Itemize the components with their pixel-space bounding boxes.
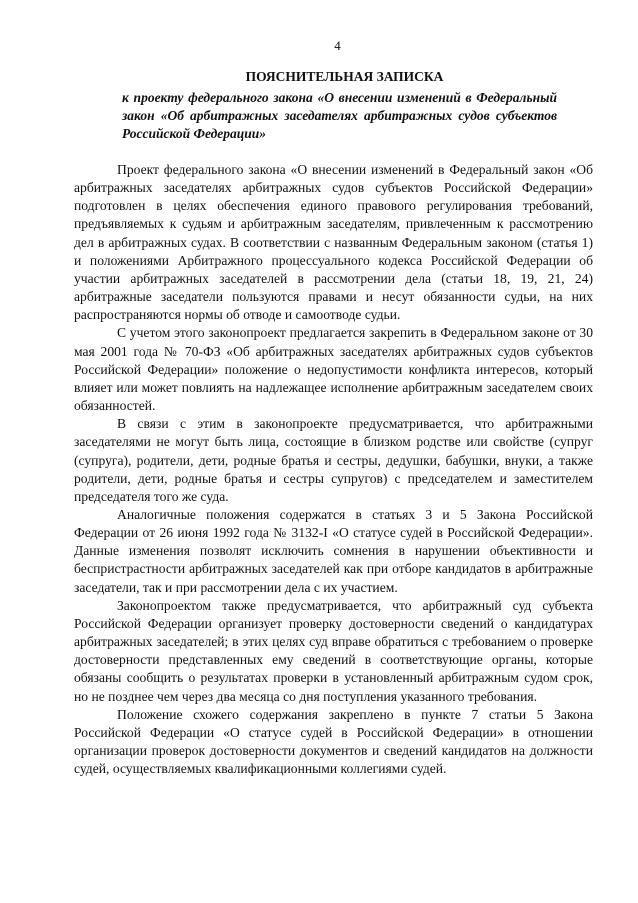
- document-page: [74, 38, 593, 778]
- paragraph: В связи с этим в законопроекте предусматривается, что арбитражными заседателями не могут быть лица, состоящие в близком родстве или свойстве (супруг (супруга), родители, дети, родные братья и сестры, дедушки, бабушки, внуки, а также родители, дети, родные братья и сестры супругов) с председателем и заместителем председателя того же суда.: [74, 416, 593, 504]
- document-title: ПОЯСНИТЕЛЬНАЯ ЗАПИСКА: [245, 69, 444, 84]
- page-number: 4: [334, 38, 341, 53]
- document-body: [74, 161, 593, 778]
- document-subtitle: к проекту федерального закона «О внесении изменений в Федеральный закон «Об арбитражных заседателях арбитражных судов субъектов Российской Федерации»: [122, 90, 557, 141]
- paragraph: С учетом этого законопроект предлагается закрепить в Федеральном законе от 30 мая 2001 года № 70-ФЗ «Об арбитражных заседателях арбитражных судов субъектов Российской Федерации» положение о недопустимости конфликта интересов, который влияет или может повлиять на надлежащее исполнение арбитражным заседателем своих обязанностей.: [74, 325, 593, 414]
- paragraph: Положение схожего содержания закреплено в пункте 7 статьи 5 Закона Российской Федерации «О статусе судей в Российской Федерации» в отношении организации проверок достоверности документов и сведений кандидатов на должности судей, осуществляемых квалификационными коллегиями судей.: [74, 706, 593, 777]
- paragraph: Аналогичные положения содержатся в статьях 3 и 5 Закона Российской Федерации от 26 июня 1992 года № 3132-I «О статусе судей в Российской Федерации». Данные изменения позволят исключить сомнения в нарушении объективности и беспристрастности арбитражных заседателей как при отборе кандидатов в арбитражные заседатели, так и при рассмотрении дела с их участием.: [74, 506, 593, 595]
- paragraph: Проект федерального закона «О внесении изменений в Федеральный закон «Об арбитражных заседателях арбитражных судов субъектов Российской Федерации» подготовлен в целях обеспечения единого правового регулирования требований, предъявляемых к судьям и арбитражным заседателям, привлеченным к рассмотрению дел в арбитражных судах. В соответствии с названным Федеральным законом (статья 1) и положениями Арбитражного процессуального кодекса Российской Федерации об участии арбитражных заседателей в рассмотрении дела (статьи 18, 19, 21, 24) арбитражные заседатели пользуются правами и несут обязанности судьи, на них распространяются нормы об отводе и самоотводе судьи.: [74, 162, 593, 323]
- paragraph: Законопроектом также предусматривается, что арбитражный суд субъекта Российской Федерации организует проверку достоверности сведений о кандидатурах арбитражных заседателей; в этих целях суд вправе обратиться с требованием о проверке достоверности представленных ему сведений в соответствующие органы, которые обязаны сообщить о результатах проверки в установленный арбитражным судом срок, но не позднее чем через два месяца со дня поступления указанного требования.: [74, 597, 593, 704]
